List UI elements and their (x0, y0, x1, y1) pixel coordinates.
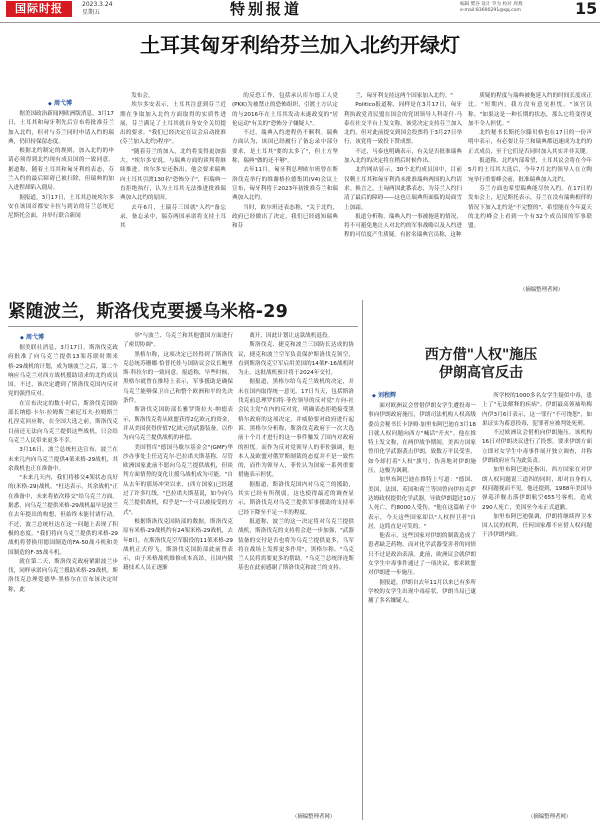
divider (8, 326, 358, 327)
article1-byline (48, 98, 72, 107)
article2-column-2: 举"与波兰、乌克兰和其他盟国方面进行了密切协调"。 黑格尔称，这项决定已经得到了斯洛伐克总统苏珊娜·恰普托娃与国防议会议长鲍里斯·科拉尔的一致同意。报道称，早些时候，黑格尔就曾在推特上表示，军事援助是确保乌克兰能够保卫自己和整个欧洲和平的先决条件。 斯洛伐克国防部长雅罗斯拉夫·纳德表示，斯洛伐克将从欧盟获得2亿欧元的资金，并从美国获得价值7亿欧元的武器装备，以作为向乌克兰提供战机的补偿。 美国智库"德国马歇尔基金会"(GMF)华沙办事处主任迈克尔·巴拉诺夫斯基称，尽管欧洲国家此前不愿向乌克兰提供战机，但谈判方面情势的变化让援乌战机成为可能。"自从去年的那场冲突以来，(西方国家)已经越过了许多红线。"巴拉诺夫斯基说，如今向乌克兰提供战机，似乎是"一个可以被接受的方式"。 根据斯洛伐克国防部的数据，斯洛伐克原有米格-29战机约有24架米格-29战机，去年8月，在斯洛伐克空军服役的11架米格-29战机正式停飞。斯洛伐克国防部此前曾表示，由于米格战机维修成本高昂，且国内俄籍技术人员正逐渐 (123, 333, 233, 572)
article1-column-1: 据美国政治新闻网欧洲版消息，3月17日，土耳其和匈牙利先后宣布将批准芬兰加入北约，但对与芬兰同时申请入约的瑞典，仍旧持保留态度。 根据北约制定的规则，加入北约的申请必须得到北约现有成员国的一致同意。据道称，随着土耳其和匈牙利的表态，芬兰入约的最后障碍已被扫除，但瑞典的加入进程却陷入僵局。 据报道，3月17日，土耳其总统埃尔多安在该国首都安卡拉与到访的芬兰总统尼尼斯托会面，并举行联合新闻 (8, 111, 114, 220)
weekday-line: 星期五 (82, 9, 101, 16)
article1-column-4: 兰，匈牙利支持这两个国家加入北约。" Politico报道称，同样是在3月17日，匈牙利执政党青民盟在国会的党团领导人科奇什·马泰在社交平台上发文称，该党决定支持芬兰加入北约，但对此前提交到国会投票将于3月27日举行，该党将一致投下赞成票。 不过，马泰也明确表示，有关是否批准瑞典加入北约的决定将在稍后时候作出。 北约网站显示，30个北约成员国中，目前仅剩土耳其和匈牙利尚未批准瑞典两国的入约请求。换言之，土匈两国此番表态，为芬兰入约扫清了最后的障碍——这也让瑞典所面临的局面雪上加霜。 报道分析称，瑞典入约一事被拖延的情况，将不可避免地让人对北约的军事战略以及入约进程的可信度产生质疑。有匿名瑞典官员称，这种 (344, 93, 462, 239)
column-divider (362, 300, 363, 820)
newspaper-logo: 国际时报 (6, 1, 72, 17)
article3-credit: （摘编整理者网） (528, 814, 572, 820)
article2-credit: （摘编整理者网） (292, 814, 336, 820)
byline-name: 刘程辉 (377, 392, 396, 399)
email-line: e-mail:83690291@qq.com (460, 8, 521, 13)
triangle-icon: ◆ (20, 335, 24, 341)
section-title: 特别报道 (230, 0, 303, 18)
triangle-icon: ◆ (372, 393, 376, 399)
headline-line-1: 西方借"人权"施压 (424, 347, 538, 363)
article3-byline (372, 390, 396, 399)
date-line: 2023.3.24 (82, 1, 113, 8)
article1-column-3: 的反恐工作，包括承认库尔德工人党(PKK)为被禁止的恐怖组织，引渡土方认定的与2016年在土耳其发动未遂政变的"居伦运动"有关的"恐怖分子嫌疑人"。 不过，瑞典入约进程仍不顺利。瑞典方面认为，该国已经履行了备忘录中部分要求，是土耳其"要的太多了"，但土方坚称，瑞典"做的还不够"。 去年11月，匈牙利总理欧尔班曾在斯洛伐克举行的维谢格拉德集团(V4)会议上宣布，匈牙利将于2023年初批准芬兰和瑞典加入北约。 当时，欧尔班还表态称，"关于北约，政府已经做出了决定，我们已经通知瑞典和芬 (232, 93, 338, 230)
article1-headline: 土耳其匈牙利给芬兰加入北约开绿灯 (140, 33, 460, 57)
editor-line: 编辑 樊谷 设计 罗为 校对 周燕 (460, 2, 523, 7)
article3-column-2: 所学校的1000多名女学生疑似中毒，患上了"无法解释的疾病"。伊朗最高领袖哈梅内伊3月6日表示，这一罪行"不可饶恕"，如果证实为蓄意投毒，犯罪者应被判处死刑。 不过欧洲议会借机向伊朗施压。该机构16日对伊朗决议进行了投票，要求伊朗方面立即对女学生中毒事件展开独立调查，并称伊朗政府应当为此负责。 加里布阿巴迪还指出，西方国家在对伊朗人权问题说三道四的同时，却对自身的人权问题视而不见。他还提到，1988年美国导弹巡洋舰击落伊朗航空655号客机，造成290人死亡，美国至今未正式道歉。 加里布阿巴迪强调，伊朗将继续捍卫本国人民的权利，任何国家都不应借人权问题干涉伊朗内政。 (482, 393, 592, 539)
article1-column-5: 质疑的程度与瑞典被拖延入约的时间长度成正比。"短期内，我方没有意见担忧。"该官员称。"如果这是一种长期的状态，那么它将变得更加不令人担忧。" 北约秘书长斯托尔滕贝格也在17日的一份声明中表示，有必要让芬兰和瑞典都迅速成为北约的正式成员，至于它们是否同时加入其实并非关键。 报道称，北约内部希望，土耳其议会将在今年5月的土耳其大选后，今年7月北约领导人在立陶宛举行重要峰会前，批准瑞典加入北约。 芬兰方面也希望瑞典能尽快入约。在17日的发布会上，尼尼斯托表示，芬兰在没有瑞典相伴的情况下加入北约是"不完整的"，希望能在今年夏天的北约峰会上看到一个有32个成员国的军事联盟。 (468, 93, 592, 230)
byline-name: 周弋博 (25, 334, 44, 341)
article3-headline (370, 346, 592, 382)
article3-column-1: 面对欧洲议会曾借伊朗女学生遭投毒一事向伊朗政府施压，伊朗司法机构人权高级委员会秘书长卡泽姆·加里布阿巴迪在3月18日就人权问题向西方"喊话"开火"。他在推特上发文称，在两伊战争期间，美西方国家曾用化学武器袭击伊朗，致数万平民受害，如今却打着"人权"旗号，伪善地对伊朗施压，这极为讽刺。 加里布阿巴迪在推特上写道："德国、美国、法国、英国和荷兰等国曾向伊拉克萨达姆政权提供化学武器，导致伊朗超过10万人死亡，约8000人受伤。"他在这篇帖子中表示，今天这些国家却以"人权捍卫者"自居，这简直是可笑的。" 他表示，这些国家对伊朗的制裁造成了患者缺乏药物，而对化学武器受害者的同情只不过是政治表演。此前，欧洲议会就伊朗女学生中毒事件通过了一项决议，要求欧盟对伊朗进一步施压。 据报道，伊朗自去年11月以来已有多所学校的女学生出现中毒症状，伊朗当局已逮捕了多名嫌疑人。 (368, 403, 476, 605)
article2-column-1: 据美联社消息，3月17日，斯洛伐克政府批准了向乌克兰提供13架苏联时期米格-29战机的计划，成为继波兰之后，第二个响应乌克兰对西方战机援助请求的北约成员国。不过，该决定遭到了斯洛伐克国内反对党的强烈反对。 在宣布决定的数小时后，斯洛伐克国防部长纳德·卡尔·拉姆斯兰索尼耳夫·拉姆斯兰扎涅克回应称，在全国大选之前，斯洛伐克目前还无法向乌克兰提供这些战机，只会给乌克兰人民带来更多不幸。 3月16日，波兰总统杜达宣布，波兰在未来几内向乌克兰提供4架米格-29战机，其余战机也正在准备中。 "未来几天内，我们将移交4架状态良好的(米格-29)战机。"杜达表示，其余战机"正在准备中，未来将依次移交"给乌克兰方面。据悉，向乌克兰提供米格-29战机最早是波兰在去年提出的构想，但始终未能付诸行动。不过，波兰总统杜达在这一问题上表现了积极的态度。"我们将向乌克兰提供的米格-29战机将替换用德国制造的FA-50战斗机和美国制造的F-35战斗机。 就在第二天，斯洛伐克政府紧跟波兰步伐，同样承诺向乌克兰援助米格-29战机。斯洛伐克总理爱德华·黑格尔在宣布该决定时称，此 (8, 345, 118, 593)
article2-column-3: 离开，因此计划让这款战机退役。 斯洛伐克、捷克和波兰三国防长达成的协议，捷克和波兰空军负责保护斯洛伐克领空，直到斯洛伐克空军启用美国的14架F-16战机时为止。这批战机预计将于2024年交付。 据报道，黑格尔给乌克兰战机的决定，并未在国内取得统一意见。17日当天，包括斯洛伐克前总理罗伯特·菲佐领导的反对党"方向-社会民主党"在内的反对党，明确表态拒绝接受黑格尔政府的这项决定，并威胁要对政府进行起诉。黑格尔分析称，斯洛伐克政府于一次大选前十个月才进行的这一事件触发了国内对政府的担忧。而作为反对党领导人的菲佐强调，他本人及欧盟对俄罗斯制裁的态度并不是一致性的，而作为领导人，菲佐认为国家一系列重要措施表示担忧。 据报道，斯洛伐克国内对乌克兰的援助，其实已经有所削弱，这也使得最近的调查显示，斯洛伐克对乌克兰提供军事援助的支持率已经下降至不足一半的程度。 报道称，波兰的这一决定将对乌克兰提供战机，斯洛伐克的支持将会进一步加强，"武器装备的交付是否也将为乌克兰提供更多，乌军将在战场上发挥更多作用"，黑格尔称。"乌克兰人民将需要更多的帮助。"乌克兰总统泽连斯基也在此前感谢了斯洛伐克和波兰的支持。 (238, 333, 354, 572)
triangle-icon: ◆ (48, 101, 52, 107)
issue-date (82, 1, 113, 17)
article1-column-2: 发布会。 埃尔多安表示，土耳其注意到芬兰近期在争取加入北约方面取得的实质性进展，芬兰满足了土耳其就自身安全关切提出的要求。"我们已经决定在议会启动批准(芬兰加入北约)程序"。 "随着芬兰的加入，北约将变得更加强大。"埃尔多安说，与瑞典方面的谈判将继续推进。埃尔多安还指出，他会要求瑞典向土耳其引渡130名"恐怖分子"，但瑞典一直拒绝执行，认为土耳其无法推进批准瑞典加入北约的原因。 去年6月，土瑞芬三国就"入约"备忘录，备忘录中，瑞芬两国承诺将支持土耳其 (120, 93, 226, 230)
article2-headline: 紧随波兰，斯洛伐克要援乌米格-29 (8, 302, 289, 322)
headline-line-2: 伊朗高官反击 (439, 365, 523, 381)
byline-name: 周弋博 (53, 100, 72, 107)
editor-credits (460, 2, 572, 14)
article2-byline (20, 332, 44, 341)
page-number: 15 (575, 0, 598, 18)
article1-credit: （摘编整理者网） (520, 287, 564, 293)
